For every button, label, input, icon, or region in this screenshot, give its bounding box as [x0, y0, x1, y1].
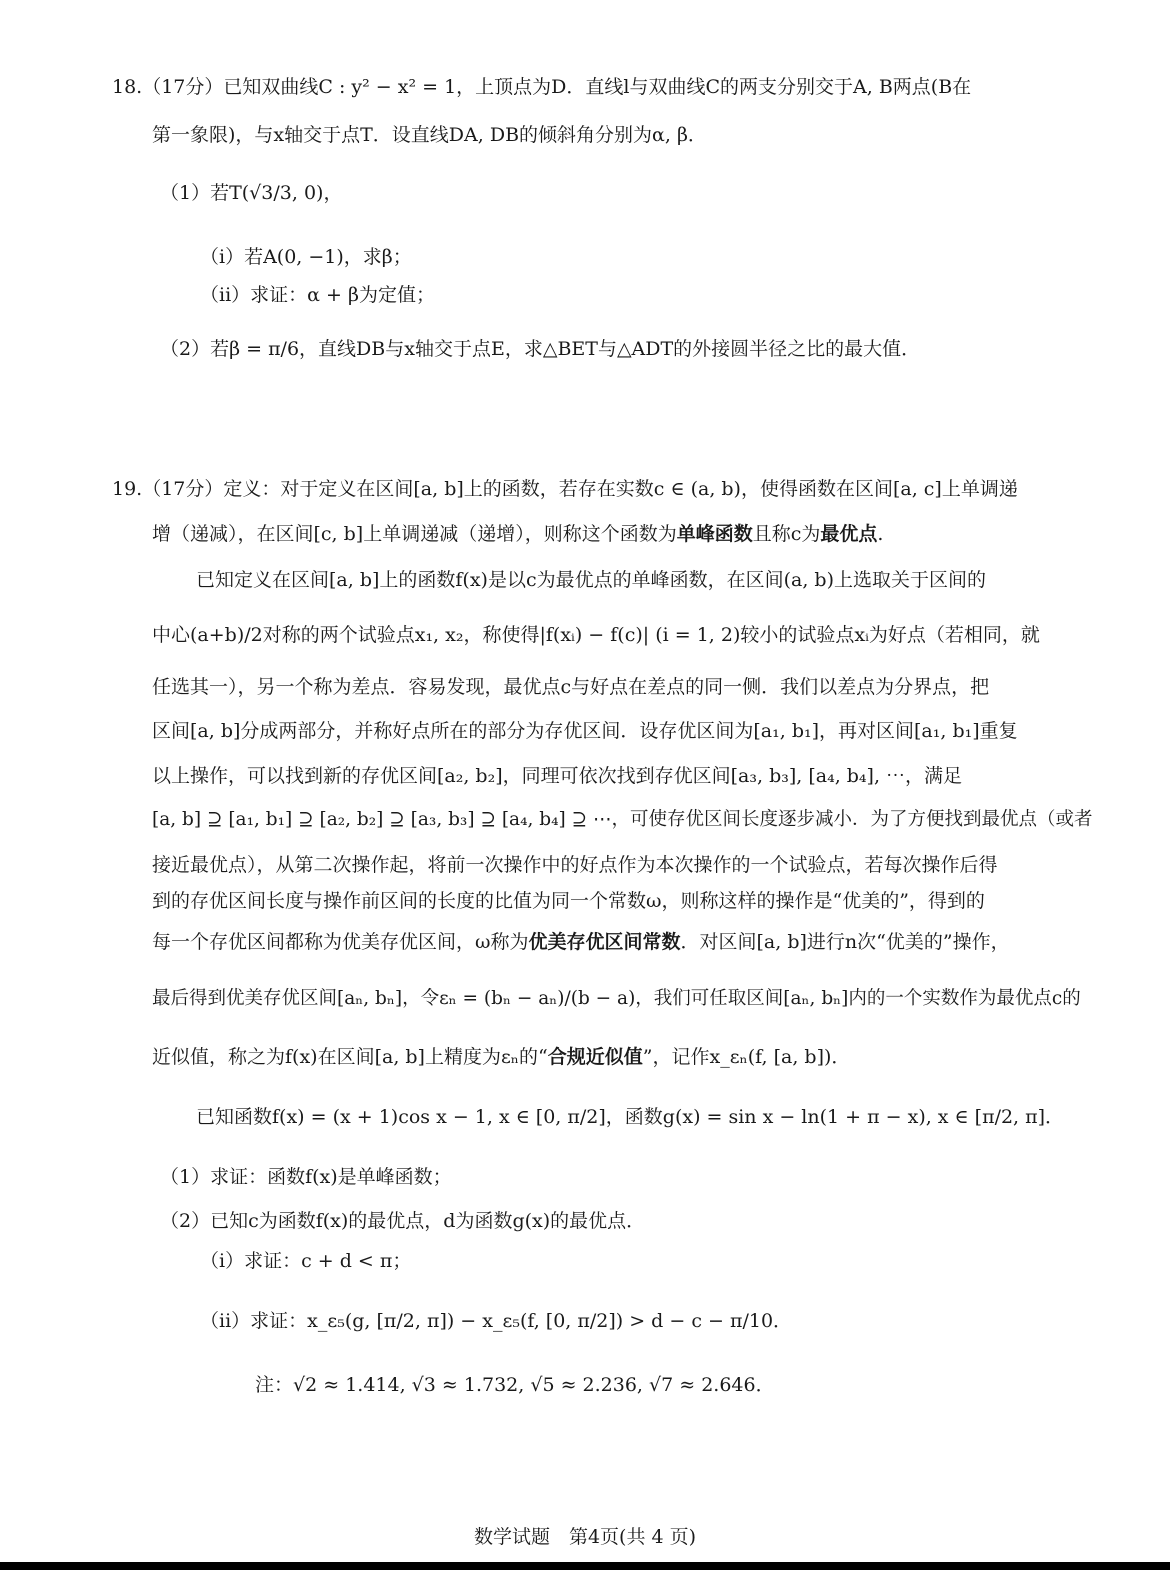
- q19-part2-ii: （ii）求证：x_ε₅(g, [π/2, π]) − x_ε₅(f, [0, π/2]) > d − c − π/10．: [200, 1310, 793, 1332]
- q19-line13: [152, 1048, 850, 1067]
- q19-line1: 19.（17分）定义：对于定义在区间[a, b]上的函数，若存在实数c ∈ (a, b)，使得函数在区间[a, c]上单调递: [112, 478, 1018, 500]
- q19-line6: 区间[a, b]分成两部分，并称好点所在的部分为存优区间．设存优区间为[a₁, b₁]，再对区间[a₁, b₁]重复: [152, 720, 1018, 742]
- q19-line3: 已知定义在区间[a, b]上的函数f(x)是以c为最优点的单峰函数，在区间(a, b)上选取关于区间的: [196, 569, 987, 591]
- q19-part1: （1）求证：函数f(x)是单峰函数；: [160, 1166, 452, 1188]
- q19-line13-b: ”，记作x_εₙ(f, [a, b])．: [642, 1046, 851, 1068]
- term-unimodal-function: 单峰函数: [676, 523, 753, 545]
- q19-line11-a: 每一个存优区间都称为优美存优区间，ω称为: [152, 931, 529, 953]
- q19-line2-a: 增（递减），在区间[c, b]上单调递减（递增），则称这个函数为: [152, 523, 677, 545]
- q19-line10: 到的存优区间长度与操作前区间的长度的比值为同一个常数ω，则称这样的操作是“优美的”，得到的: [152, 890, 985, 912]
- q18-line2: 第一象限)，与x轴交于点T．设直线DA, DB的倾斜角分别为α, β．: [152, 124, 707, 146]
- page-footer: 数学试题 第4页(共 4 页): [473, 1526, 697, 1548]
- q18-part1: （1）若T(√3/3, 0)，: [160, 182, 343, 204]
- q18-part1-i: （i）若A(0, −1)，求β；: [200, 246, 412, 268]
- q19-line12: 最后得到优美存优区间[aₙ, bₙ]，令εₙ = (bₙ − aₙ)/(b − a)，我们可任取区间[aₙ, bₙ]内的一个实数作为最优点c的: [152, 988, 1081, 1009]
- q19-line11-b: ．对区间[a, b]进行n次“优美的”操作，: [680, 931, 1010, 953]
- q19-line5: 任选其一），另一个称为差点．容易发现，最优点c与好点在差点的同一侧．我们以差点为分界点，把: [152, 676, 990, 698]
- q19-line4: 中心(a+b)/2对称的两个试验点x₁, x₂，称使得|f(xᵢ) − f(c)| (i = 1, 2)较小的试验点xᵢ为好点（若相同，就: [152, 624, 1040, 646]
- q19-line13-a: 近似值，称之为f(x)在区间[a, b]上精度为εₙ的“: [152, 1046, 548, 1068]
- q18-part1-ii: （ii）求证：α + β为定值；: [200, 284, 435, 306]
- term-compliant-approximation: 合规近似值: [547, 1046, 643, 1068]
- q19-line7: 以上操作，可以找到新的存优区间[a₂, b₂]，同理可依次找到存优区间[a₃, b₃], [a₄, b₄], ⋯，满足: [152, 765, 963, 787]
- q19-part2-i: （i）求证：c + d < π；: [200, 1250, 412, 1272]
- q19-line2-c: .: [877, 523, 884, 545]
- term-elegant-interval-constant: 优美存优区间常数: [528, 931, 681, 953]
- bottom-edge-bar: [0, 1562, 1170, 1570]
- q19-given-functions: 已知函数f(x) = (x + 1)cos x − 1, x ∈ [0, π/2]，函数g(x) = sin x − ln(1 + π − x), x ∈ [π/2, π]．: [196, 1106, 1065, 1128]
- q18-header: 18.（17分）已知双曲线C : y² − x² = 1，上顶点为D．直线l与双曲线C的两支分别交于A, B两点(B在: [112, 76, 972, 98]
- q19-line9: 接近最优点），从第二次操作起，将前一次操作中的好点作为本次操作的一个试验点，若每次操作后得: [152, 854, 998, 876]
- q18-part2: （2）若β = π/6，直线DB与x轴交于点E，求△BET与△ADT的外接圆半径之比的最大值．: [160, 338, 921, 360]
- q19-part2: （2）已知c为函数f(x)的最优点，d为函数g(x)的最优点．: [160, 1210, 646, 1232]
- q19-line11: [152, 933, 1010, 952]
- term-optimal-point: 最优点: [820, 523, 878, 545]
- q19-line2-b: 且称c为: [752, 523, 821, 545]
- q19-note: 注：√2 ≈ 1.414, √3 ≈ 1.732, √5 ≈ 2.236, √7 ≈ 2.646．: [255, 1374, 775, 1396]
- q19-line2: [152, 525, 883, 544]
- q19-line8: [a, b] ⊇ [a₁, b₁] ⊇ [a₂, b₂] ⊇ [a₃, b₃] ⊇ [a₄, b₄] ⊇ ⋯，可使存优区间长度逐步减小．为了方便找到最优点（或者: [152, 809, 1093, 830]
